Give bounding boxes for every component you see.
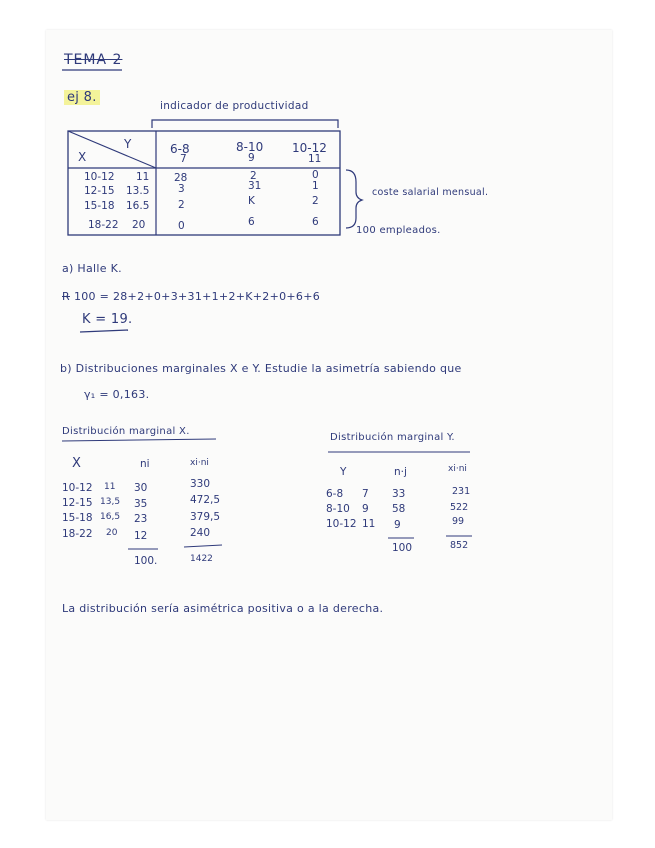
table-header-x: X bbox=[78, 150, 87, 164]
my-row-2-range: 8-10 bbox=[326, 503, 350, 515]
mx-row-4-sum: 240 bbox=[190, 527, 211, 539]
my-row-2-mid: 9 bbox=[362, 503, 369, 515]
col-3-mid: 11 bbox=[308, 153, 322, 165]
my-row-2-sum: 522 bbox=[450, 502, 469, 513]
my-row-1-mid: 7 bbox=[362, 488, 369, 500]
marginal-x-header-x: X bbox=[72, 456, 81, 471]
row-2-mid: 13.5 bbox=[126, 185, 150, 197]
equation: 100 = 28+2+0+3+31+1+2+K+2+0+6+6 bbox=[73, 290, 321, 303]
row-4-mid: 20 bbox=[132, 219, 146, 231]
cell-2-1: 3 bbox=[178, 183, 185, 195]
exercise-label: ej 8. bbox=[64, 90, 100, 105]
row-4-range: 18-22 bbox=[88, 219, 119, 231]
row-3-mid: 16.5 bbox=[126, 200, 150, 212]
page-title: TEMA 2 bbox=[64, 52, 123, 68]
gamma-value: γ₁ = 0,163. bbox=[84, 388, 150, 401]
mx-row-2-mid: 13,5 bbox=[100, 497, 121, 507]
col-1-mid: 7 bbox=[180, 153, 187, 165]
col-2-mid: 9 bbox=[248, 152, 255, 164]
mx-row-1-sum: 330 bbox=[190, 478, 211, 490]
cell-3-3: 2 bbox=[312, 195, 319, 207]
cell-1-2: 2 bbox=[250, 170, 257, 182]
my-total-n: 100 bbox=[392, 542, 413, 554]
mx-row-1-mid: 11 bbox=[104, 482, 116, 492]
col-1-range: 6-8 bbox=[170, 142, 190, 156]
my-row-3-sum: 99 bbox=[452, 516, 465, 527]
marginal-y-header-xini: xi·ni bbox=[448, 464, 467, 474]
my-row-3-range: 10-12 bbox=[326, 518, 357, 530]
cell-4-3: 6 bbox=[312, 216, 319, 228]
cell-1-1: 28 bbox=[174, 172, 188, 184]
mx-row-3-n: 23 bbox=[134, 513, 148, 525]
row-1-mid: 11 bbox=[136, 171, 150, 183]
cell-1-3: 0 bbox=[312, 169, 319, 181]
mx-row-1-range: 10-12 bbox=[62, 482, 93, 494]
total-label: 100 empleados. bbox=[356, 225, 441, 236]
mx-row-3-range: 15-18 bbox=[62, 512, 93, 524]
cell-2-3: 1 bbox=[312, 180, 319, 192]
mx-row-3-mid: 16,5 bbox=[100, 512, 121, 522]
my-row-3-n: 9 bbox=[394, 519, 401, 531]
bracket-label: indicador de productividad bbox=[160, 100, 309, 112]
mx-row-2-n: 35 bbox=[134, 498, 148, 510]
marginal-x-header-ni: ni bbox=[140, 458, 150, 470]
row-1-range: 10-12 bbox=[84, 171, 115, 183]
mx-row-4-range: 18-22 bbox=[62, 528, 93, 540]
equation-line bbox=[62, 290, 320, 303]
cell-4-2: 6 bbox=[248, 216, 255, 228]
col-3-range: 10-12 bbox=[292, 141, 327, 155]
mx-row-1-n: 30 bbox=[134, 482, 148, 494]
k-result: K = 19. bbox=[82, 312, 133, 327]
my-row-1-range: 6-8 bbox=[326, 488, 344, 500]
col-2-range: 8-10 bbox=[236, 140, 264, 154]
my-row-3-mid: 11 bbox=[362, 518, 376, 530]
my-total-sum: 852 bbox=[450, 540, 469, 551]
mx-row-3-sum: 379,5 bbox=[190, 511, 221, 523]
conclusion: La distribución sería asimétrica positiva o a la derecha. bbox=[62, 602, 384, 615]
mx-row-2-range: 12-15 bbox=[62, 497, 93, 509]
mx-row-2-sum: 472,5 bbox=[190, 494, 221, 506]
mx-row-4-n: 12 bbox=[134, 530, 148, 542]
cell-3-1: 2 bbox=[178, 199, 185, 211]
side-label: coste salarial mensual. bbox=[372, 187, 489, 198]
equation-prefix: R bbox=[62, 290, 70, 303]
mx-total-sum: 1422 bbox=[190, 554, 213, 564]
marginal-y-header-y: Y bbox=[340, 466, 347, 478]
cell-3-2: K bbox=[248, 195, 255, 207]
cell-2-2: 31 bbox=[248, 180, 262, 192]
mx-row-4-mid: 20 bbox=[106, 528, 118, 538]
part-a: a) Halle K. bbox=[62, 262, 122, 275]
marginal-x-title: Distribución marginal X. bbox=[62, 426, 190, 437]
marginal-y-header-nj: n·j bbox=[394, 466, 407, 478]
row-2-range: 12-15 bbox=[84, 185, 115, 197]
cell-4-1: 0 bbox=[178, 220, 185, 232]
mx-total-n: 100. bbox=[134, 555, 158, 567]
marginal-x-header-xini: xi·ni bbox=[190, 458, 209, 468]
table-header-y: Y bbox=[124, 137, 132, 151]
my-row-2-n: 58 bbox=[392, 503, 406, 515]
marginal-y-title: Distribución marginal Y. bbox=[330, 432, 455, 443]
my-row-1-sum: 231 bbox=[452, 486, 471, 497]
part-b: b) Distribuciones marginales X e Y. Estudie la asimetría sabiendo que bbox=[60, 362, 462, 375]
row-3-range: 15-18 bbox=[84, 200, 115, 212]
my-row-1-n: 33 bbox=[392, 488, 406, 500]
